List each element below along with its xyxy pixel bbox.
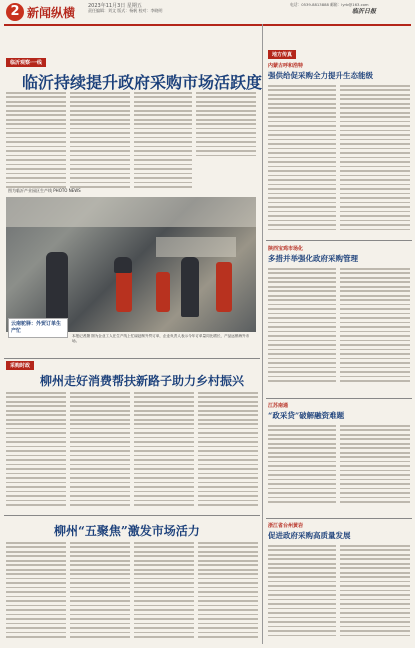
middle-col-3 — [134, 392, 194, 510]
middle-col-2 — [70, 392, 130, 510]
right-mid-col-1 — [268, 268, 336, 388]
middle-col-4 — [198, 392, 258, 510]
header-rule — [4, 24, 411, 26]
right-bottom-col-1 — [268, 545, 336, 643]
right-bottom-col-2 — [340, 545, 410, 643]
right-divider-1 — [266, 240, 412, 241]
middle-col-1 — [6, 392, 66, 510]
lead-column-1 — [6, 92, 66, 192]
editors-text: 责任编辑：刘文 版式：杨帆 校对：李晓明 — [88, 9, 163, 14]
section-title: 新闻纵横 — [27, 6, 76, 20]
lead-column-2 — [70, 92, 130, 192]
bottom-col-1 — [6, 542, 66, 644]
lead-column-4 — [196, 92, 256, 162]
page-number-badge: 2 — [6, 3, 24, 21]
middle-divider — [4, 358, 260, 359]
bottom-divider — [4, 515, 260, 516]
date-line — [88, 3, 168, 15]
header-contact: 电话：0539-8813888 邮箱：lyrb@163.com — [290, 3, 369, 8]
middle-headline: 柳州走好消费帮扶新路子助力乡村振兴 — [40, 374, 245, 388]
photo-caption: 本报记者摄 图为企业工人在生产线上忙碌赶制外贸订单，企业负责人表示今年订单量同比增长，产品远销海外市场。 — [72, 334, 250, 343]
right-divider-3 — [266, 518, 412, 519]
bottom-col-4 — [198, 542, 258, 644]
date-text: 2023年11月3日 星期五 — [88, 3, 142, 9]
right-bottom-kicker: 浙江省台州黄岩 — [268, 523, 304, 529]
bottom-col-2 — [70, 542, 130, 644]
lead-headline: 临沂持续提升政府采购市场活跃度 — [22, 73, 263, 92]
right-top-kicker: 内蒙古呼和浩特 — [268, 63, 304, 69]
right-lower-kicker: 江苏南通 — [268, 403, 289, 409]
right-lower-col-2 — [340, 425, 410, 510]
bottom-headline: 柳州“五聚焦”激发市场活力 — [54, 524, 200, 538]
right-mid-col-2 — [340, 268, 410, 388]
masthead-logo: 临沂日报 — [352, 8, 377, 15]
right-mid-headline: 多措并举强化政府采购管理 — [268, 254, 358, 263]
right-divider-2 — [266, 398, 412, 399]
right-section-tag: 地方传真 — [268, 50, 296, 59]
right-mid-kicker: 陕西宝鸡市场化 — [268, 246, 304, 252]
photo-caption-box: 云南驼驿：外贸订单生产忙 — [8, 318, 68, 338]
right-lower-headline: “政采贷”破解融资难题 — [268, 411, 345, 420]
bottom-col-3 — [134, 542, 194, 644]
right-bottom-headline: 促进政府采购高质量发展 — [268, 531, 351, 540]
lead-section-tag: 临沂观察·一线 — [6, 58, 46, 67]
lead-column-3 — [134, 92, 192, 192]
right-top-col-1 — [268, 85, 336, 235]
middle-section-tag: 采购时政 — [6, 361, 34, 370]
right-top-col-2 — [340, 85, 410, 235]
column-divider — [262, 24, 263, 644]
right-lower-col-1 — [268, 425, 336, 510]
photo-credit: 图为临沂产业园区生产线 PHOTO NEWS — [8, 188, 81, 193]
lead-photo — [6, 188, 256, 332]
right-top-headline: 强供给促采购全力提升生态能级 — [268, 71, 373, 80]
